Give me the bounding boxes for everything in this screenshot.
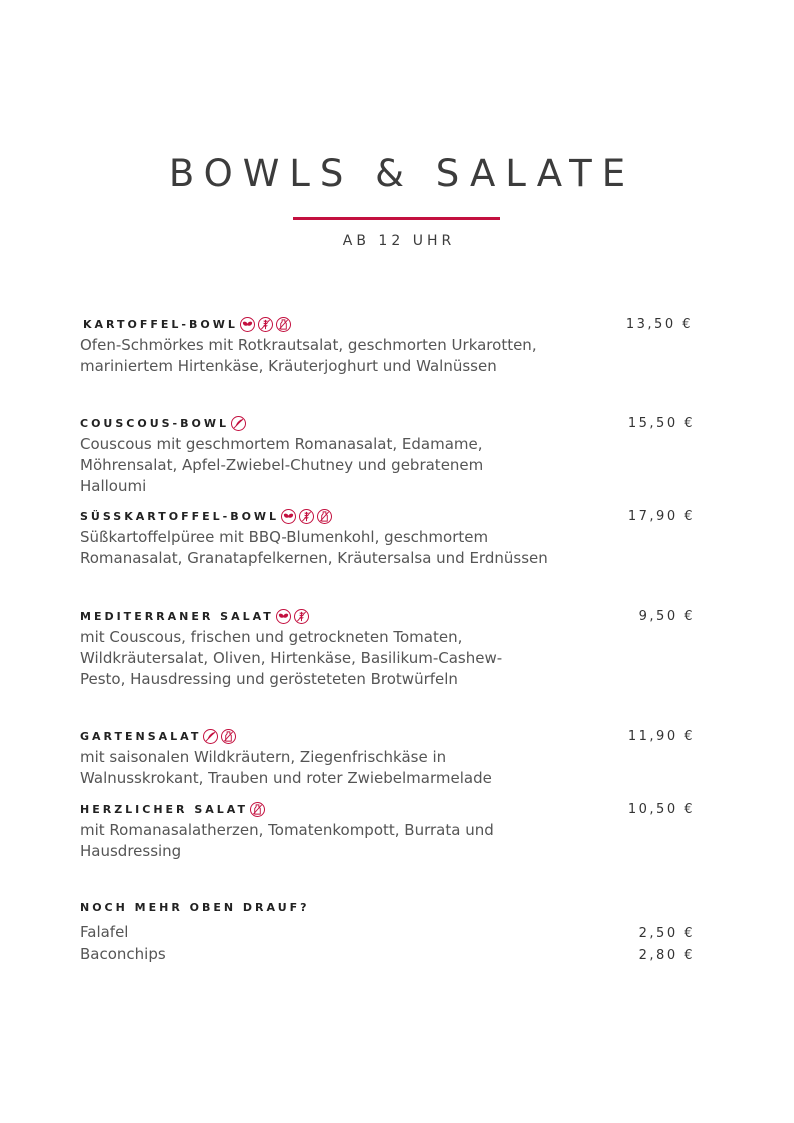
vegan-icon [203, 729, 218, 744]
menu-item-mediterraner-salat [80, 606, 695, 690]
no-lactose-icon [317, 509, 332, 524]
no-gluten-icon [294, 609, 309, 624]
extra-name: Falafel [80, 923, 129, 941]
item-description: mit Couscous, frischen und getrockneten Tomaten, Wildkräutersalat, Oliven, Hirtenkäse, Basilikum-Cashew-Pesto, Hausdressing und gerösteteten Brotwürfeln [80, 628, 503, 688]
vegetarian-icon [281, 509, 296, 524]
item-price: 11,90 € [627, 729, 695, 744]
menu-item-suesskartoffel-bowl [80, 506, 695, 569]
extra-item-falafel [80, 922, 695, 943]
item-price: 13,50 € [625, 317, 693, 332]
menu-item-herzlicher-salat [80, 799, 695, 862]
extras-heading: NOCH MEHR OBEN DRAUF? [80, 901, 310, 914]
item-description: Süßkartoffelpüree mit BBQ-Blumenkohl, geschmortem Romanasalat, Granatapfelkernen, Kräutersalsa und Erdnüssen [80, 528, 548, 567]
item-name: HERZLICHER SALAT [80, 803, 248, 816]
no-lactose-icon [221, 729, 236, 744]
diet-icons [231, 416, 246, 431]
item-price: 15,50 € [627, 416, 695, 431]
diet-icons [250, 802, 265, 817]
item-description: mit saisonalen Wildkräutern, Ziegenfrischkäse in Walnusskrokant, Trauben und roter Zwiebelmarmelade [80, 748, 492, 787]
item-price: 17,90 € [627, 509, 695, 524]
diet-icons [276, 609, 309, 624]
extra-name: Baconchips [80, 945, 166, 963]
extra-price: 2,80 € [638, 948, 695, 963]
no-gluten-icon [258, 317, 273, 332]
item-description: mit Romanasalatherzen, Tomatenkompott, Burrata und Hausdressing [80, 821, 494, 860]
item-name: SÜSSKARTOFFEL-BOWL [80, 510, 280, 523]
extra-price: 2,50 € [638, 926, 695, 941]
menu-item-kartoffel-bowl [80, 314, 695, 377]
no-lactose-icon [276, 317, 291, 332]
menu-item-gartensalat [80, 726, 695, 789]
item-name: MEDITERRANER SALAT [80, 610, 274, 623]
diet-icons [281, 509, 332, 524]
item-name: KARTOFFEL-BOWL [83, 318, 238, 331]
page-title: BOWLS & SALATE [168, 152, 636, 195]
no-gluten-icon [299, 509, 314, 524]
diet-icons [203, 729, 236, 744]
extra-item-baconchips [80, 944, 695, 965]
diet-icons [240, 317, 291, 332]
vegetarian-icon [276, 609, 291, 624]
item-name: COUSCOUS-BOWL [80, 417, 229, 430]
item-price: 10,50 € [627, 802, 695, 817]
item-name: GARTENSALAT [80, 730, 202, 743]
no-lactose-icon [250, 802, 265, 817]
item-price: 9,50 € [638, 609, 695, 624]
page-subtitle: AB 12 UHR [342, 233, 456, 249]
vegan-icon [231, 416, 246, 431]
item-description: Couscous mit geschmortem Romanasalat, Edamame, Möhrensalat, Apfel-Zwiebel-Chutney und gebratenem Halloumi [80, 435, 484, 495]
item-description: Ofen-Schmörkes mit Rotkrautsalat, geschmorten Urkarotten, mariniertem Hirtenkäse, Kräuterjoghurt und Walnüssen [80, 336, 537, 375]
menu-item-couscous-bowl [80, 413, 695, 497]
vegetarian-icon [240, 317, 255, 332]
title-divider [293, 217, 500, 220]
